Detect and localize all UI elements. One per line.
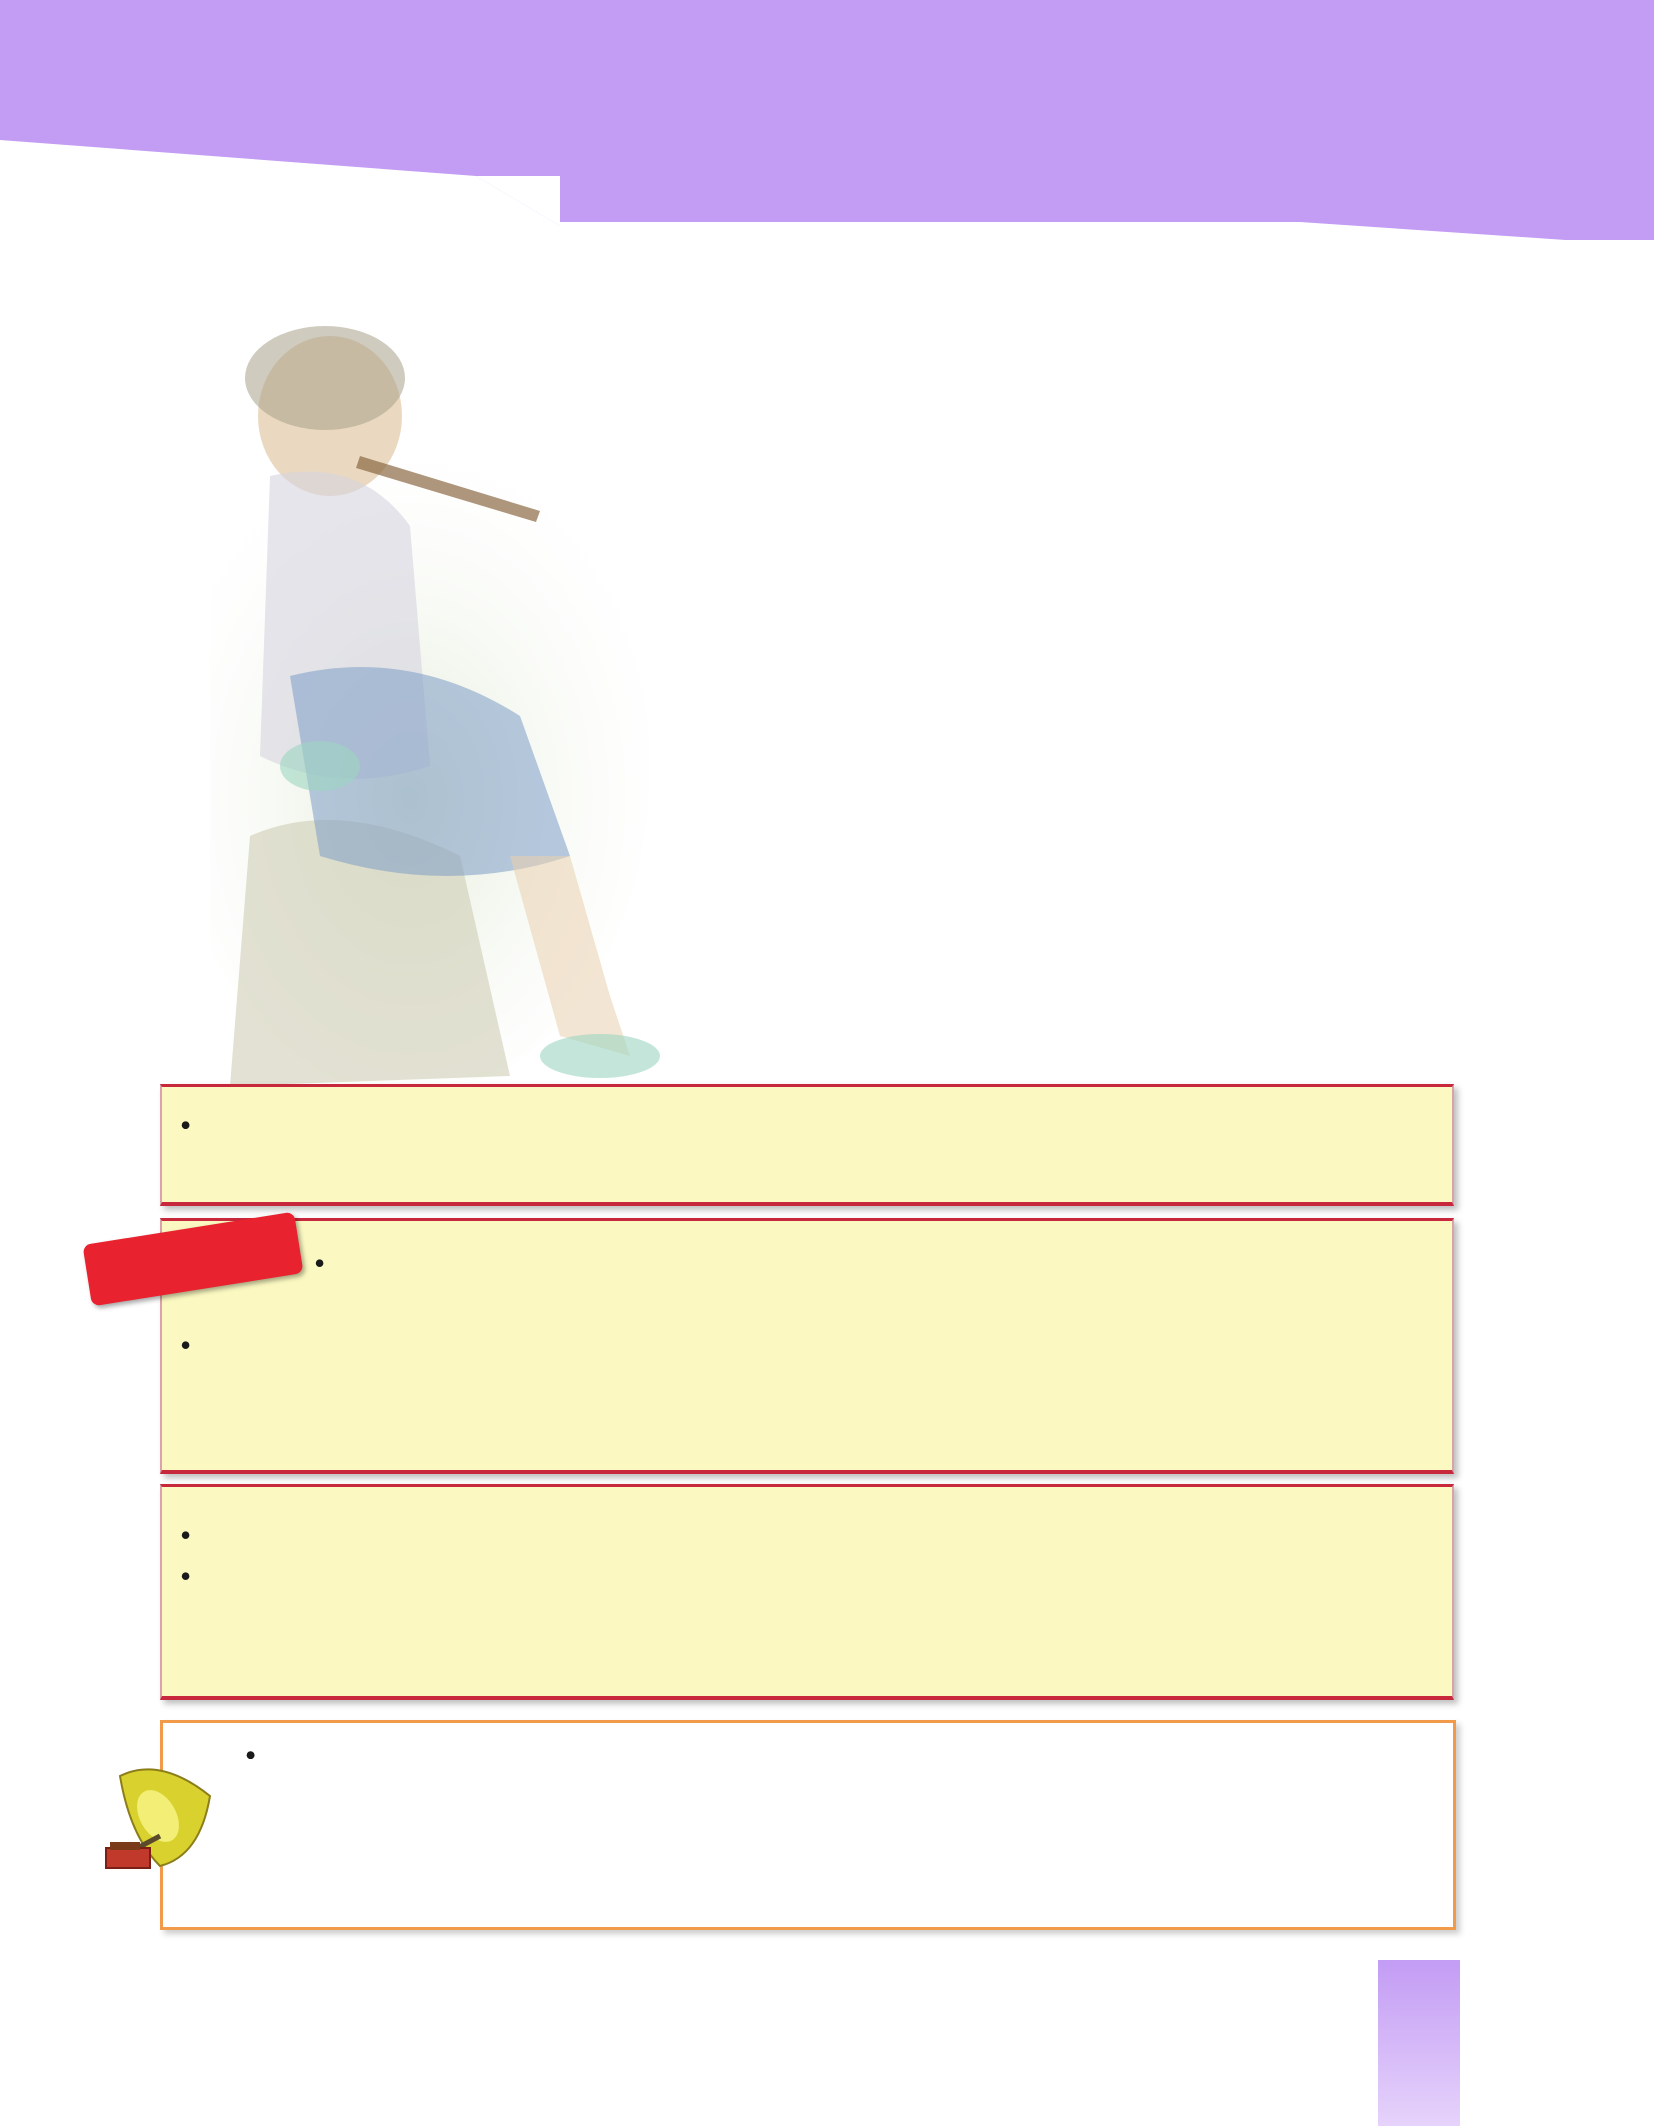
gramophone-icon	[100, 1756, 220, 1876]
page-number-tab	[1378, 1960, 1460, 2126]
task-box	[160, 1484, 1454, 1700]
observe-box	[160, 1084, 1454, 1206]
remember-point-2	[176, 1325, 1436, 1407]
remember-box	[160, 1218, 1454, 1474]
listening-box	[160, 1720, 1456, 1930]
task-sing	[176, 1515, 1436, 1556]
remember-point-1: • •	[176, 1243, 1436, 1325]
